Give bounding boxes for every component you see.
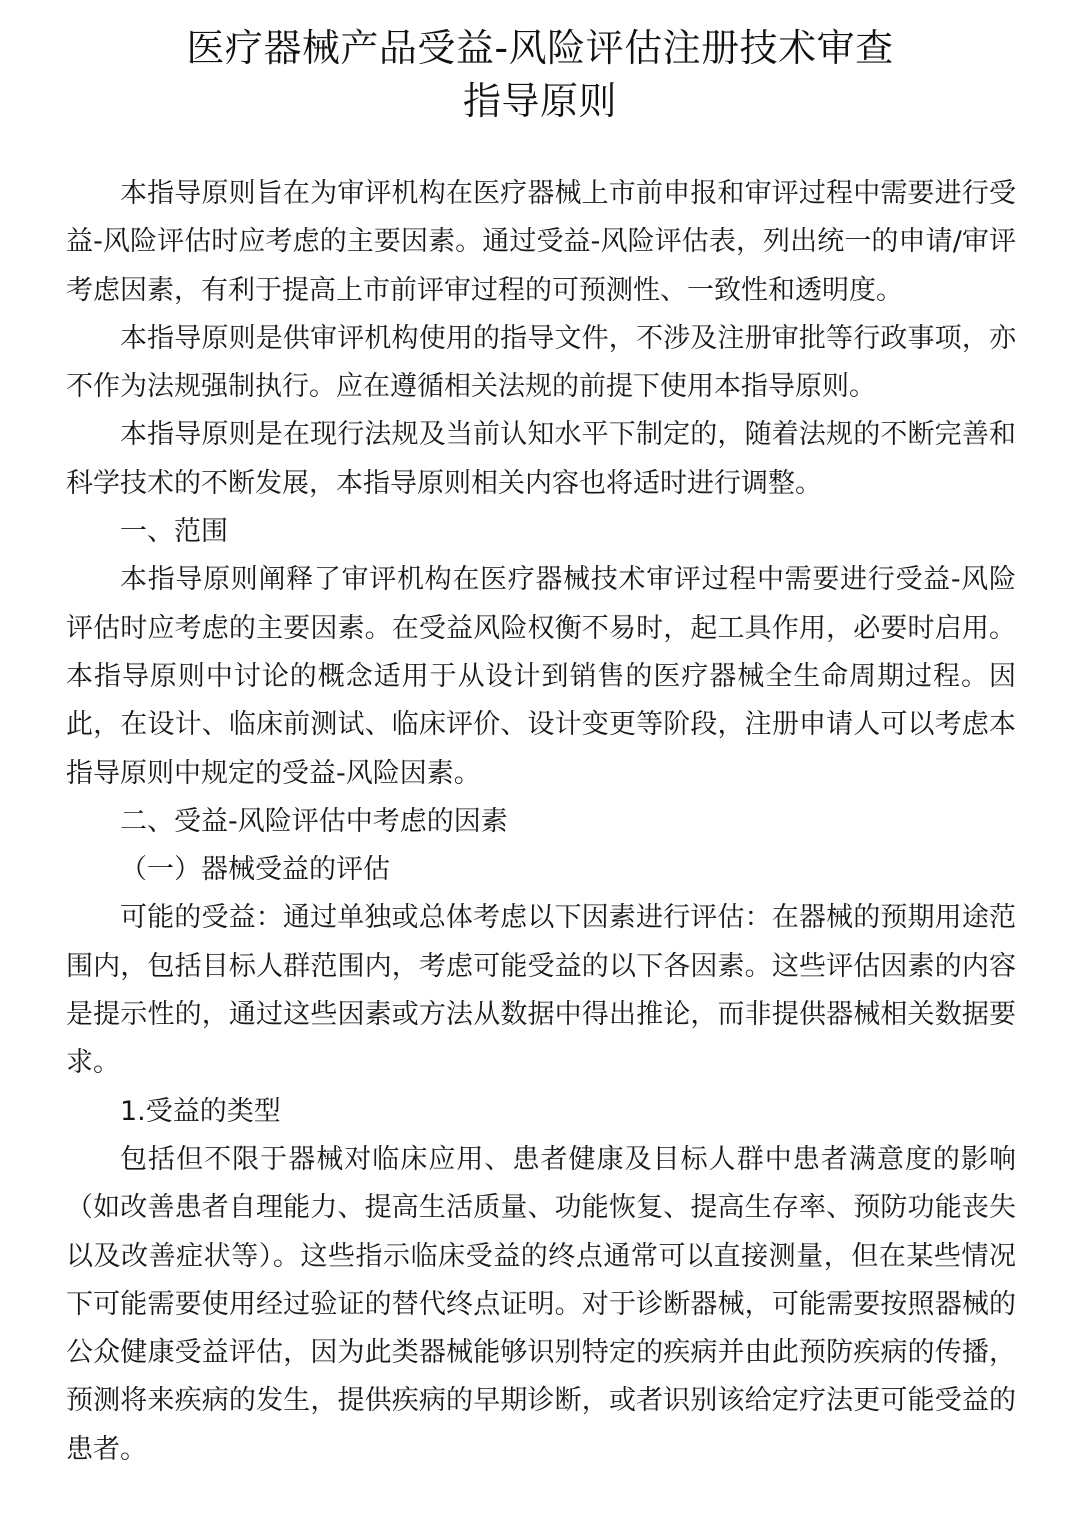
- paragraph-possible-benefits: 可能的受益：通过单独或总体考虑以下因素进行评估：在器械的预期用途范围内，包括目标人群范围内，考虑可能受益的以下各因素。这些评估因素的内容是提示性的，通过这些因素或方法从数据中得出推论，而非提供器械相关数据要求。: [66, 902, 1016, 1079]
- paragraph-scope: 本指导原则阐释了审评机构在医疗器械技术审评过程中需要进行受益-风险评估时应考虑的主要因素。在受益风险权衡不易时，起工具作用，必要时启用。本指导原则中讨论的概念适用于从设计到销售的医疗器械全生命周期过程。因此，在设计、临床前测试、临床评价、设计变更等阶段，注册申请人可以考虑本指导原则中规定的受益-风险因素。: [66, 564, 1016, 789]
- title-line-1: 医疗器械产品受益-风险评估注册技术审查: [186, 26, 894, 70]
- section-heading-factors: 二、受益-风险评估中考虑的因素: [120, 805, 508, 837]
- subsection-heading-benefit-assessment: （一）器械受益的评估: [120, 854, 390, 886]
- section-heading-scope: 一、范围: [120, 516, 228, 548]
- paragraph-intro-usage: 本指导原则是供审评机构使用的指导文件，不涉及注册审批等行政事项，亦不作为法规强制执行。应在遵循相关法规的前提下使用本指导原则。: [66, 322, 1016, 403]
- paragraph-benefit-types: 包括但不限于器械对临床应用、患者健康及目标人群中患者满意度的影响（如改善患者自理能力、提高生活质量、功能恢复、提高生存率、预防功能丧失以及改善症状等）。这些指示临床受益的终点通常可以直接测量，但在某些情况下可能需要使用经过验证的替代终点证明。对于诊断器械，可能需要按照器械的公众健康受益评估，因为此类器械能够识别特定的疾病并由此预防疾病的传播，预测将来疾病的发生，提供疾病的早期诊断，或者识别该给定疗法更可能受益的患者。: [66, 1143, 1016, 1465]
- item-heading-benefit-types: 1.受益的类型: [120, 1095, 281, 1127]
- title-line-2: 指导原则: [462, 79, 617, 123]
- document-title: [0, 22, 1080, 128]
- document-body: [66, 170, 1016, 1474]
- paragraph-intro-purpose: 本指导原则旨在为审评机构在医疗器械上市前申报和审评过程中需要进行受益-风险评估时应考虑的主要因素。通过受益-风险评估表，列出统一的申请/审评考虑因素，有利于提高上市前评审过程的可预测性、一致性和透明度。: [66, 178, 1016, 306]
- paragraph-intro-adjustment: 本指导原则是在现行法规及当前认知水平下制定的，随着法规的不断完善和科学技术的不断发展，本指导原则相关内容也将适时进行调整。: [66, 419, 1016, 499]
